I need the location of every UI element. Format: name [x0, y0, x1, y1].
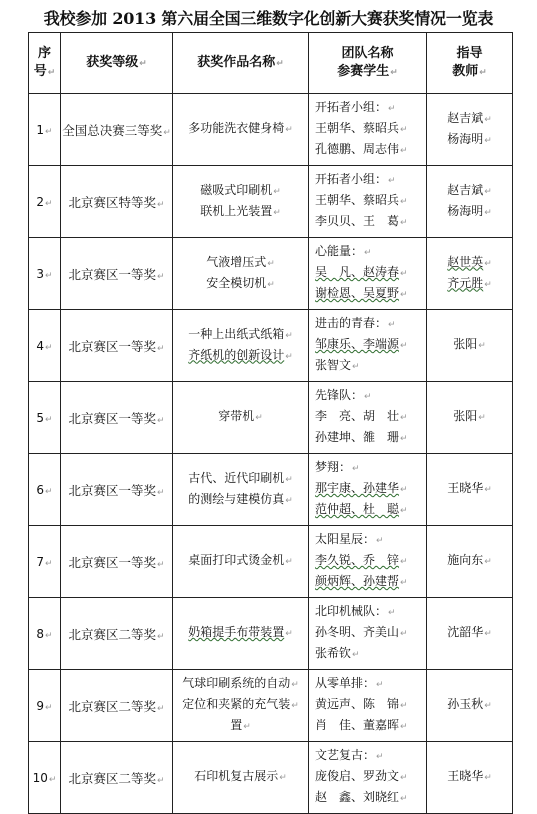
work-name-cell-line — [179, 767, 302, 788]
work-name-cell-text: 穿带机 — [218, 409, 255, 423]
team-cell-line — [315, 263, 422, 284]
paragraph-mark: ↵ — [352, 464, 360, 474]
header-teacher-line-1: 指导 — [456, 45, 483, 61]
paragraph-mark: ↵ — [400, 341, 408, 351]
paragraph-mark: ↵ — [243, 722, 251, 732]
row-number-cell — [29, 382, 61, 454]
paragraph-mark: ↵ — [45, 270, 53, 281]
header-team-line-1: 团队名称 — [341, 45, 394, 61]
header-no-line-2: 号 — [33, 63, 47, 79]
team-cell-text: 孔德鹏、周志伟 — [315, 142, 400, 156]
team-cell-text: 开拓者小组： — [315, 100, 388, 114]
paragraph-mark: ↵ — [156, 415, 165, 426]
paragraph-mark: ↵ — [484, 485, 492, 495]
paragraph-mark: ↵ — [45, 342, 53, 353]
team-cell-line — [315, 695, 422, 716]
teacher-cell-text: 施向东 — [447, 553, 484, 567]
teacher-cell-text: 王晓华 — [447, 769, 484, 783]
team-cell-line — [315, 479, 422, 500]
team-cell-line — [315, 623, 422, 644]
table-row — [29, 598, 513, 670]
team-cell-text: 张希钦 — [315, 646, 352, 660]
paragraph-mark: ↵ — [376, 536, 384, 546]
work-name-cell-line — [179, 346, 302, 367]
row-number-cell — [29, 94, 61, 166]
paragraph-mark: ↵ — [267, 258, 275, 269]
work-name-cell-line — [179, 469, 302, 490]
team-cell — [309, 166, 427, 238]
paragraph-mark: ↵ — [291, 701, 299, 711]
award-level: 北京赛区二等奖 — [68, 626, 156, 642]
team-cell-line — [315, 140, 422, 161]
team-cell-line — [315, 356, 422, 377]
teacher-cell — [427, 598, 513, 670]
row-number-cell — [29, 598, 61, 670]
row-number-cell — [29, 670, 61, 742]
work-name-cell — [173, 94, 309, 166]
work-name-cell-line — [179, 695, 302, 716]
paragraph-mark: ↵ — [400, 434, 408, 444]
team-cell-line — [315, 551, 422, 572]
teacher-cell-line — [427, 253, 512, 274]
work-name-cell-text: 联机上光装置 — [200, 203, 273, 218]
paragraph-mark: ↵ — [279, 773, 287, 783]
work-name-cell-line — [179, 674, 302, 695]
teacher-cell-text: 赵吉斌 — [447, 182, 484, 197]
work-name-cell — [173, 166, 309, 238]
teacher-cell-text: 杨海明 — [447, 131, 484, 146]
team-cell-text: 孙建坤、雒 珊 — [315, 430, 400, 444]
team-cell-text: 李 亮、胡 壮 — [315, 409, 400, 423]
teacher-cell — [427, 238, 513, 310]
header-work — [173, 33, 309, 94]
team-cell-text: 吴 凡、赵涛春 — [315, 265, 400, 279]
paragraph-mark: ↵ — [478, 341, 486, 351]
table-row — [29, 742, 513, 814]
paragraph-mark: ↵ — [163, 127, 171, 138]
teacher-cell — [427, 670, 513, 742]
teacher-cell — [427, 742, 513, 814]
row-number: 8 — [36, 626, 45, 641]
team-cell-text: 从零单排： — [315, 676, 376, 690]
paragraph-mark: ↵ — [388, 608, 396, 618]
document-title: 我校参加 2013 第六届全国三维数字化创新大赛获奖情况一览表 — [43, 9, 494, 28]
paragraph-mark: ↵ — [388, 176, 396, 186]
paragraph-mark: ↵ — [47, 67, 56, 78]
team-cell-line — [315, 314, 422, 335]
work-name-cell-line — [179, 551, 302, 572]
header-work-label: 获奖作品名称 — [197, 54, 276, 70]
award-level: 北京赛区一等奖 — [68, 266, 156, 282]
paragraph-mark: ↵ — [484, 135, 492, 146]
header-no — [29, 33, 61, 94]
paragraph-mark: ↵ — [156, 343, 165, 354]
paragraph-mark: ↵ — [400, 629, 408, 639]
paragraph-mark: ↵ — [388, 320, 396, 330]
team-cell-text: 李久锐、乔 锌 — [315, 553, 400, 567]
header-team-line-2: 参赛学生 — [337, 63, 390, 79]
header-teacher — [427, 33, 513, 94]
paragraph-mark: ↵ — [285, 125, 293, 135]
team-cell — [309, 310, 427, 382]
teacher-cell — [427, 454, 513, 526]
paragraph-mark: ↵ — [267, 279, 275, 290]
row-number-cell — [29, 238, 61, 310]
award-level: 北京赛区特等奖 — [68, 194, 156, 210]
paragraph-mark: ↵ — [156, 487, 165, 498]
row-number-cell — [29, 526, 61, 598]
team-cell-line — [315, 386, 422, 407]
row-number-cell — [29, 310, 61, 382]
teacher-cell-text: 赵世英 — [447, 254, 484, 269]
paragraph-mark: ↵ — [400, 290, 408, 300]
paragraph-mark: ↵ — [156, 271, 165, 282]
paragraph-mark: ↵ — [484, 701, 492, 711]
team-cell-text: 黄远声、陈 锦 — [315, 697, 400, 711]
paragraph-mark: ↵ — [156, 631, 165, 642]
team-cell-text: 肖 佳、董嘉晖 — [315, 718, 400, 732]
row-number: 2 — [36, 194, 45, 209]
teacher-cell — [427, 94, 513, 166]
paragraph-mark: ↵ — [285, 351, 293, 362]
team-cell-text: 孙冬明、齐美山 — [315, 625, 400, 639]
team-cell — [309, 454, 427, 526]
paragraph-mark: ↵ — [478, 413, 486, 423]
paragraph-mark: ↵ — [45, 414, 53, 425]
teacher-cell — [427, 382, 513, 454]
work-name-cell-text: 桌面打印式烫金机 — [188, 553, 285, 567]
header-level — [61, 33, 173, 94]
work-name-cell-text: 奶箱提手布带装置 — [188, 625, 285, 639]
award-level: 北京赛区二等奖 — [68, 770, 156, 786]
team-cell-line — [315, 674, 422, 695]
team-cell-line — [315, 212, 422, 233]
paragraph-mark: ↵ — [285, 474, 293, 485]
teacher-cell-line — [427, 479, 512, 500]
award-level-cell — [61, 742, 173, 814]
team-cell-text: 梦翔： — [315, 460, 352, 474]
row-number-cell — [29, 166, 61, 238]
row-number: 1 — [36, 122, 45, 137]
row-number: 7 — [36, 554, 45, 569]
work-name-cell-line — [179, 202, 302, 223]
team-cell-text: 太阳星辰： — [315, 532, 376, 546]
team-cell-line — [315, 170, 422, 191]
paragraph-mark: ↵ — [285, 330, 293, 341]
paragraph-mark: ↵ — [48, 774, 57, 785]
team-cell-line — [315, 242, 422, 263]
team-cell-line — [315, 119, 422, 140]
team-cell-line — [315, 572, 422, 593]
table-row — [29, 382, 513, 454]
paragraph-mark: ↵ — [376, 680, 384, 690]
work-name-cell-text: 磁吸式印刷机 — [200, 182, 273, 197]
work-name-cell-text: 石印机复古展示 — [194, 769, 279, 783]
paragraph-mark: ↵ — [45, 702, 53, 713]
work-name-cell-text: 气液增压式 — [206, 254, 267, 269]
table-row — [29, 94, 513, 166]
paragraph-mark: ↵ — [156, 559, 165, 570]
paragraph-mark: ↵ — [484, 207, 492, 218]
paragraph-mark: ↵ — [364, 248, 372, 258]
row-number: 4 — [36, 338, 45, 353]
table-row — [29, 670, 513, 742]
team-cell — [309, 742, 427, 814]
teacher-cell-text: 张阳 — [453, 409, 478, 423]
paragraph-mark: ↵ — [291, 680, 299, 690]
team-cell-line — [315, 335, 422, 356]
award-level-cell — [61, 526, 173, 598]
paragraph-mark: ↵ — [400, 722, 408, 732]
work-name-cell-text: 古代、近代印刷机 — [188, 470, 285, 485]
team-cell-text: 开拓者小组： — [315, 172, 388, 186]
paragraph-mark: ↵ — [484, 629, 492, 639]
team-cell-text: 李贝贝、王 葛 — [315, 214, 400, 228]
work-name-cell-text: 定位和夹紧的充气装 — [182, 697, 291, 711]
row-number-cell — [29, 454, 61, 526]
work-name-cell-text: 一种上出纸式纸箱 — [188, 326, 285, 341]
table-row — [29, 310, 513, 382]
team-cell-text: 先锋队： — [315, 388, 364, 402]
work-name-cell-line — [179, 407, 302, 428]
work-name-cell — [173, 598, 309, 670]
paragraph-mark: ↵ — [400, 197, 408, 207]
team-cell-text: 范仲超、杜 聪 — [315, 502, 400, 516]
teacher-cell-line — [427, 695, 512, 716]
paragraph-mark: ↵ — [484, 258, 492, 269]
team-cell-text: 王朝华、蔡昭兵 — [315, 193, 400, 207]
teacher-cell — [427, 166, 513, 238]
teacher-cell-text: 王晓华 — [447, 481, 484, 495]
paragraph-mark: ↵ — [388, 104, 396, 114]
row-number-cell — [29, 742, 61, 814]
work-name-cell — [173, 742, 309, 814]
work-name-cell-text: 安全模切机 — [206, 275, 267, 290]
team-cell-text: 心能量： — [315, 244, 364, 258]
teacher-cell-line — [427, 130, 512, 151]
row-number: 10 — [32, 770, 48, 785]
paragraph-mark: ↵ — [479, 67, 487, 78]
teacher-cell — [427, 526, 513, 598]
team-cell-text: 赵 鑫、刘晓红 — [315, 790, 400, 804]
team-cell-line — [315, 500, 422, 521]
award-level-cell — [61, 454, 173, 526]
team-cell-line — [315, 602, 422, 623]
paragraph-mark: ↵ — [400, 146, 408, 156]
team-cell-line — [315, 644, 422, 665]
paragraph-mark: ↵ — [45, 486, 53, 497]
paragraph-mark: ↵ — [484, 279, 492, 290]
teacher-cell-line — [427, 767, 512, 788]
award-level-cell — [61, 670, 173, 742]
award-level: 北京赛区二等奖 — [68, 698, 156, 714]
work-name-cell-text: 齐纸机的创新设计 — [188, 347, 285, 362]
work-name-cell — [173, 310, 309, 382]
team-cell-line — [315, 284, 422, 305]
paragraph-mark: ↵ — [400, 557, 408, 567]
row-number: 3 — [36, 266, 45, 281]
paragraph-mark: ↵ — [45, 558, 53, 569]
paragraph-mark: ↵ — [400, 794, 408, 804]
work-name-cell-line — [179, 325, 302, 346]
paragraph-mark: ↵ — [139, 58, 147, 69]
table-body — [29, 94, 513, 814]
paragraph-mark: ↵ — [390, 67, 398, 78]
paragraph-mark: ↵ — [156, 703, 165, 714]
team-cell-line — [315, 191, 422, 212]
paragraph-mark: ↵ — [156, 199, 165, 210]
paragraph-mark: ↵ — [400, 218, 408, 228]
teacher-cell-line — [427, 623, 512, 644]
teacher-cell-text: 杨海明 — [447, 203, 484, 218]
paragraph-mark: ↵ — [45, 126, 53, 137]
paragraph-mark: ↵ — [285, 495, 293, 506]
row-number: 9 — [36, 698, 45, 713]
header-row — [29, 33, 513, 94]
paragraph-mark: ↵ — [400, 269, 408, 279]
team-cell-line — [315, 788, 422, 809]
team-cell-text: 谢检恩、吴夏野 — [315, 286, 400, 300]
teacher-cell-text: 齐元胜 — [447, 275, 484, 290]
award-level: 北京赛区一等奖 — [68, 554, 156, 570]
award-level-cell — [61, 166, 173, 238]
header-team — [309, 33, 427, 94]
awards-table — [28, 32, 513, 814]
award-level: 北京赛区一等奖 — [68, 338, 156, 354]
paragraph-mark: ↵ — [400, 578, 408, 588]
team-cell-text: 进击的青春： — [315, 316, 388, 330]
team-cell-text: 文艺复古： — [315, 748, 376, 762]
teacher-cell-line — [427, 202, 512, 223]
award-level-cell — [61, 238, 173, 310]
teacher-cell-line — [427, 335, 512, 356]
table-row — [29, 166, 513, 238]
work-name-cell — [173, 238, 309, 310]
team-cell-text: 那宇康、孙建华 — [315, 481, 400, 495]
award-level-cell — [61, 310, 173, 382]
paragraph-mark: ↵ — [400, 773, 408, 783]
paragraph-mark: ↵ — [352, 650, 360, 660]
paragraph-mark: ↵ — [400, 701, 408, 711]
work-name-cell-line — [179, 274, 302, 295]
work-name-cell-line — [179, 181, 302, 202]
team-cell-line — [315, 458, 422, 479]
teacher-cell-text: 孙玉秋 — [447, 697, 484, 711]
teacher-cell-line — [427, 551, 512, 572]
header-teacher-line-2: 教师 — [452, 63, 479, 79]
paragraph-mark: ↵ — [255, 413, 263, 423]
paragraph-mark: ↵ — [273, 186, 281, 197]
team-cell — [309, 670, 427, 742]
team-cell-line — [315, 428, 422, 449]
table-row — [29, 454, 513, 526]
award-level-cell — [61, 598, 173, 670]
table-row — [29, 526, 513, 598]
paragraph-mark: ↵ — [273, 207, 281, 218]
paragraph-mark: ↵ — [400, 125, 408, 135]
team-cell-text: 颜炳辉、孙建帮 — [315, 574, 400, 588]
teacher-cell — [427, 310, 513, 382]
award-level: 北京赛区一等奖 — [68, 410, 156, 426]
teacher-cell-line — [427, 181, 512, 202]
header-no-line-1: 序 — [37, 45, 51, 61]
team-cell-line — [315, 530, 422, 551]
team-cell-text: 王朝华、蔡昭兵 — [315, 121, 400, 135]
paragraph-mark: ↵ — [352, 362, 360, 372]
team-cell-line — [315, 407, 422, 428]
team-cell — [309, 94, 427, 166]
work-name-cell-line — [179, 119, 302, 140]
work-name-cell — [173, 670, 309, 742]
work-name-cell-line — [179, 716, 302, 737]
paragraph-mark: ↵ — [400, 485, 408, 495]
paragraph-mark: ↵ — [484, 773, 492, 783]
teacher-cell-text: 张阳 — [453, 337, 478, 351]
work-name-cell — [173, 382, 309, 454]
team-cell — [309, 238, 427, 310]
row-number: 5 — [36, 410, 45, 425]
teacher-cell-line — [427, 109, 512, 130]
award-level-cell — [61, 382, 173, 454]
team-cell-line — [315, 746, 422, 767]
header-level-label: 获奖等级 — [86, 54, 139, 70]
team-cell-line — [315, 98, 422, 119]
paragraph-mark: ↵ — [400, 506, 408, 516]
work-name-cell-line — [179, 253, 302, 274]
paragraph-mark: ↵ — [285, 629, 293, 639]
team-cell-text: 北印机械队： — [315, 604, 388, 618]
paragraph-mark: ↵ — [484, 186, 492, 197]
award-level: 全国总决赛三等奖 — [62, 122, 163, 138]
paragraph-mark: ↵ — [376, 752, 384, 762]
work-name-cell-text: 的测绘与建模仿真 — [188, 491, 285, 506]
work-name-cell-text: 多功能洗衣健身椅 — [188, 121, 285, 135]
team-cell-text: 张智文 — [315, 358, 352, 372]
teacher-cell-text: 沈韶华 — [447, 625, 484, 639]
work-name-cell-text: 气球印刷系统的自动 — [182, 676, 291, 690]
team-cell-text: 庞俊启、罗劲文 — [315, 769, 400, 783]
award-level-cell — [61, 94, 173, 166]
work-name-cell — [173, 454, 309, 526]
teacher-cell-text: 赵吉斌 — [447, 110, 484, 125]
team-cell-line — [315, 716, 422, 737]
work-name-cell-text: 置 — [230, 718, 243, 732]
table-row — [29, 238, 513, 310]
paragraph-mark: ↵ — [484, 114, 492, 125]
team-cell-line — [315, 767, 422, 788]
team-cell — [309, 382, 427, 454]
work-name-cell-line — [179, 490, 302, 511]
award-level: 北京赛区一等奖 — [68, 482, 156, 498]
work-name-cell — [173, 526, 309, 598]
paragraph-mark: ↵ — [156, 775, 165, 786]
paragraph-mark: ↵ — [285, 557, 293, 567]
teacher-cell-line — [427, 407, 512, 428]
paragraph-mark: ↵ — [400, 413, 408, 423]
paragraph-mark: ↵ — [484, 557, 492, 567]
paragraph-mark: ↵ — [364, 392, 372, 402]
team-cell — [309, 598, 427, 670]
paragraph-mark: ↵ — [276, 58, 284, 69]
work-name-cell-line — [179, 623, 302, 644]
teacher-cell-line — [427, 274, 512, 295]
team-cell — [309, 526, 427, 598]
paragraph-mark: ↵ — [45, 630, 53, 641]
paragraph-mark: ↵ — [45, 198, 53, 209]
team-cell-text: 邹康乐、李端源 — [315, 337, 400, 351]
row-number: 6 — [36, 482, 45, 497]
